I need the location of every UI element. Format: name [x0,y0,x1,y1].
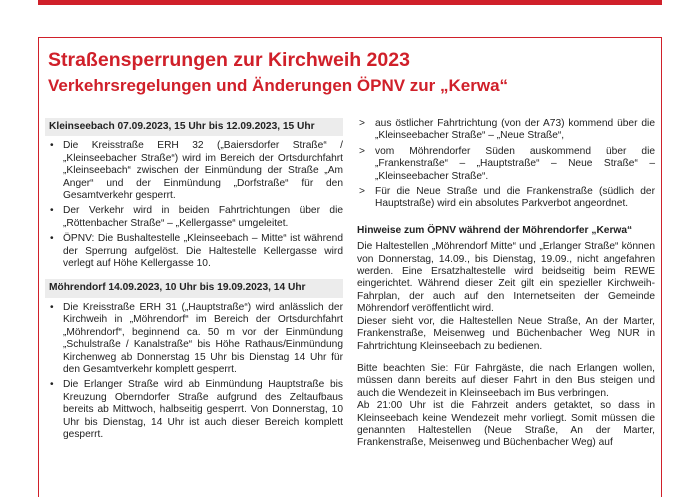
oepnv-paragraph-3: Bitte beachten Sie: Für Fahrgäste, die nach Erlangen wollen, müssen dann bereits auf dieser Fahrt in den Bus steigen und auch die Wendezeit in Kleinseebach im Bus verbringen. [357,362,655,399]
list-item-text: Die Erlanger Straße wird ab Einmündung Hauptstraße bis Kreuzung Oberndorfer Straße aufgrund des Zeltaufbaus bereits ab Mittwoch, halbseitig gesperrt. Von Donnerstag, 10 Uhr bis Dienstag, 14 Uhr ist auch dieser Bereich komplett gesperrt. [63,379,343,440]
list-item [45,205,343,230]
list-item-text: Für die Neue Straße und die Frankenstraße (südlich der Hauptstraße) wird ein absolutes Parkverbot angeordnet. [375,186,655,210]
bullet-icon: • [50,379,54,391]
arrow-right-icon: > [359,118,365,129]
list-item-text: Die Kreisstraße ERH 32 („Baiersdorfer Straße“ / „Kleinseebacher Straße“) wird im Bereich der Ortsdurchfahrt „Kleinseebach“ zwischen der Einmündung der Straße „Am Anger“ und der Einmündung „Dorfstraße“ für den Gesamtverkehr gesperrt. [63,140,343,202]
list-item [45,233,343,270]
bullet-icon: • [50,233,54,245]
oepnv-heading: Hinweise zum ÖPNV während der Möhrendorfer „Kerwa“ [357,224,633,236]
list-item-text: ÖPNV: Die Bushaltestelle „Kleinseebach – Mitte“ ist während der Sperrung aufgelöst. Die Haltestelle Kellergasse wird verlegt auf Höhe Kellergasse 10. [63,233,343,270]
list-item-text: vom Möhrendorfer Süden auskommend über die „Frankenstraße“ – „Hauptstraße“ – Neue Straße“ – „Kleinseebacher Straße“. [375,145,655,182]
oepnv-paragraph-1: Die Haltestellen „Möhrendorf Mitte“ und „Erlanger Straße“ können von Donnerstag, 14.09., bis Dienstag, 19.09., nicht angefahren werden. Eine Ersatzhaltestelle wird beidseitig beim REWE eingerichtet. Während dieser Zeit gilt ein spezieller Kirchweih-Fahrplan, der auch auf den Internetseiten der Gemeinde Möhrendorf veröffentlicht wird. [357,241,655,315]
top-bar [0,0,700,8]
left-column [45,118,343,444]
list-item [45,302,343,376]
arrow-right-icon: > [359,145,365,157]
detour-list [357,118,655,211]
section-heading-kleinseebach: Kleinseebach 07.09.2023, 15 Uhr bis 12.09.2023, 15 Uhr [45,118,343,136]
oepnv-paragraph-4: Ab 21:00 Uhr ist die Fahrzeit anders getaktet, so dass in Kleinseebach keine Wendezeit mehr vorliegt. Somit müssen die genannten Haltestellen (Neue Straße, An der Marter, Frankenstraße, Meisenweg und Büchenbacher Weg) auf [357,400,655,449]
top-accent-strip [38,0,662,5]
section-heading-moehrendorf: Möhrendorf 14.09.2023, 10 Uhr bis 19.09.2023, 14 Uhr [45,279,343,297]
bullet-icon: • [50,301,54,313]
article-title: Straßensperrungen zur Kirchweih 2023 [48,49,410,71]
list-item [357,186,655,211]
arrow-right-icon: > [359,186,365,198]
article-subtitle: Verkehrsregelungen und Änderungen ÖPNV zur „Kerwa“ [48,76,509,95]
list-item-text: aus östlicher Fahrtrichtung (von der A73) kommend über die „Kleinseebacher Straße“ – „Neue Straße“, [375,118,655,142]
list-item-text: Der Verkehr wird in beiden Fahrtrichtungen über die „Röttenbacher Straße“ – „Kellergasse“ umgeleitet. [63,205,343,229]
list-item-text: Die Kreisstraße ERH 31 („Hauptstraße“) wird anlässlich der Kirchweih in „Möhrendorf“ im Bereich der Ortsdurchfahrt „Möhrendorf“, beginnend ca. 50 m vor der Einmündung „Schulstraße / Kanalstraße“ bis Höhe Rathaus/Einmündung Kirchenweg ab Donnerstag 15 Uhr bis Dienstag 14 Uhr für den Gesamtverkehr komplett gesperrt. [63,301,343,375]
moehrendorf-list [45,302,343,441]
right-column [357,118,655,450]
list-item [357,118,655,143]
bullet-icon: • [50,140,54,152]
kleinseebach-list [45,140,343,270]
list-item [45,379,343,441]
bullet-icon: • [50,205,54,217]
list-item [357,146,655,183]
list-item [45,140,343,202]
oepnv-paragraph-2: Dieser sieht vor, die Haltestellen Neue Straße, An der Marter, Frankenstraße, Meisenweg und Büchenbacher Weg NUR in Fahrtrichtung Kleinseebach zu bedienen. [357,315,655,352]
